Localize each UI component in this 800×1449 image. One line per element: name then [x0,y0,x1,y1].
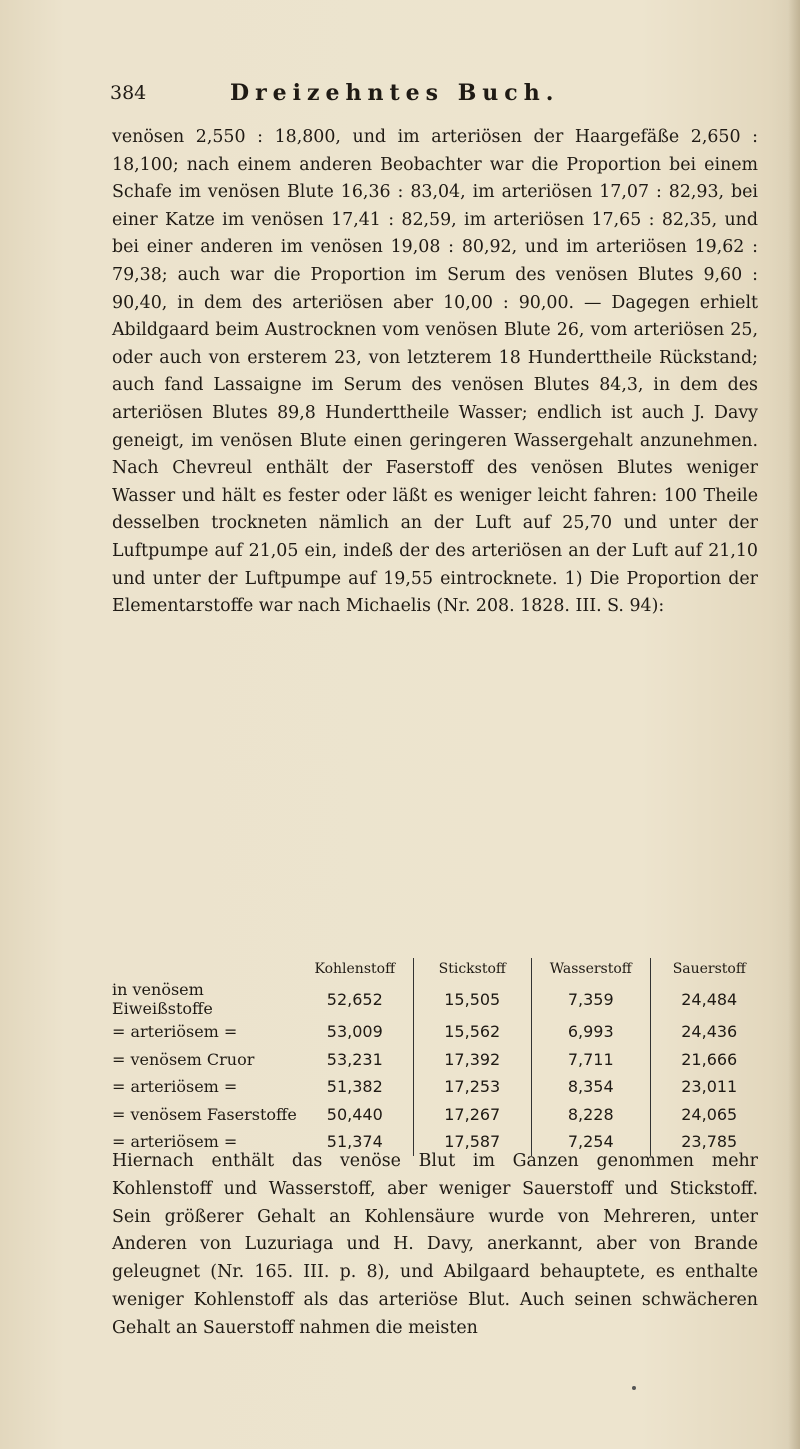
table-row [112,1046,768,1074]
page-number: 384 [110,82,147,104]
cell: 24,436 [650,1018,768,1046]
col-kohlenstoff: Kohlenstoff [314,961,396,977]
cell: 17,253 [413,1073,531,1101]
cell: 51,382 [326,1077,383,1097]
cell: 8,228 [531,1101,650,1129]
table-row [112,1018,768,1046]
paragraph-2: Hiernach enthält das venöse Blut im Ganzen genommen mehr Kohlenstoff und Wasserstoff, aber weniger Sauerstoff und Stickstoff. Sein größerer Gehalt an Kohlensäure wurde von Mehreren, unter Anderen von Luzuriaga und H. Davy, anerkannt, aber von Brande geleugnet (Nr. 165. III. p. 8), und Abilgaard behauptete, es enthalte weniger Kohlenstoff als das arteriöse Blut. Auch seinen schwächeren Gehalt an Sauerstoff nahmen die meisten [112,1151,758,1338]
table-row [112,980,768,1018]
page-edge-shadow [788,0,800,1449]
paragraph-1: venösen 2,550 : 18,800, und im arteriösen der Haargefäße 2,650 : 18,100; nach einem anderen Beobachter war die Proportion bei einem Schafe im venösen Blute 16,36 : 83,04, im arteriösen 17,07 : 82,93, bei einer Katze im venösen 17,41 : 82,59, im arteriösen 17,65 : 82,35, und bei einer anderen im venösen 19,08 : 80,92, und im arteriösen 19,62 : 79,38; auch war die Proportion im Serum des venösen Blutes 9,60 : 90,40, in dem des arteriösen aber 10,00 : 90,00. — Dagegen erhielt Abildgaard beim Austrocknen vom venösen Blute 26, vom arteriösen 25, oder auch von ersterem 23, von letzterem 18 Hunderttheile Rückstand; auch fand Lassaigne im Serum des venösen Blutes 84,3, in dem des arteriösen Blutes 89,8 Hunderttheile Wasser; endlich ist auch J. Davy geneigt, im venösen Blute einen geringeren Wassergehalt anzunehmen. Nach Chevreul enthält der Faserstoff des venösen Blutes weniger Wasser und hält es fester oder läßt es weniger leicht fahren: 100 Theile desselben trockneten nämlich an der Luft auf 25,70 und unter der Luftpumpe auf 21,05 ein, indeß der des arteriösen an der Luft auf 21,10 und unter der Luftpumpe auf 19,55 eintrocknete. 1) Die Proportion der Elementarstoffe war nach Michaelis (Nr. 208. 1828. III. S. 94): [112,127,758,617]
cell: 53,009 [326,1022,383,1042]
cell: 51,374 [326,1132,383,1152]
body-paragraph [112,124,758,621]
cell: 23,785 [650,1128,768,1156]
table-row [112,1101,768,1129]
table-header-row [112,958,768,980]
row-label: = arteriösem = [112,1077,238,1097]
col-sauerstoff: Sauerstoff [650,958,768,980]
cell: 52,652 [326,989,383,1009]
cell: 6,993 [531,1018,650,1046]
cell: 8,354 [531,1073,650,1101]
ink-speck [632,1386,636,1390]
row-label: in venösem Eiweißstoffe [112,980,213,1018]
row-label: = arteriösem = [112,1022,238,1042]
cell: 17,267 [413,1101,531,1129]
cell: 23,011 [650,1073,768,1101]
row-label: = venösem Faserstoffe [112,1104,297,1124]
cell: 50,440 [326,1104,383,1124]
cell: 24,065 [650,1101,768,1129]
table-header-blank [112,958,297,980]
table-row [112,1073,768,1101]
cell: 7,359 [531,980,650,1018]
page-header [110,78,750,114]
cell: 15,562 [413,1018,531,1046]
cell: 21,666 [650,1046,768,1074]
cell: 15,505 [413,980,531,1018]
running-head: Dreizehntes Buch. [230,80,560,106]
col-wasserstoff: Wasserstoff [531,958,650,980]
cell: 17,587 [413,1128,531,1156]
col-stickstoff: Stickstoff [413,958,531,980]
row-label: = venösem Cruor [112,1049,255,1069]
cell: 7,254 [531,1128,650,1156]
cell: 24,484 [650,980,768,1018]
elements-table [112,958,768,1156]
body-paragraph-2 [112,1148,758,1343]
cell: 7,711 [531,1046,650,1074]
row-label: = arteriösem = [112,1132,238,1152]
cell: 53,231 [326,1049,383,1069]
cell: 17,392 [413,1046,531,1074]
